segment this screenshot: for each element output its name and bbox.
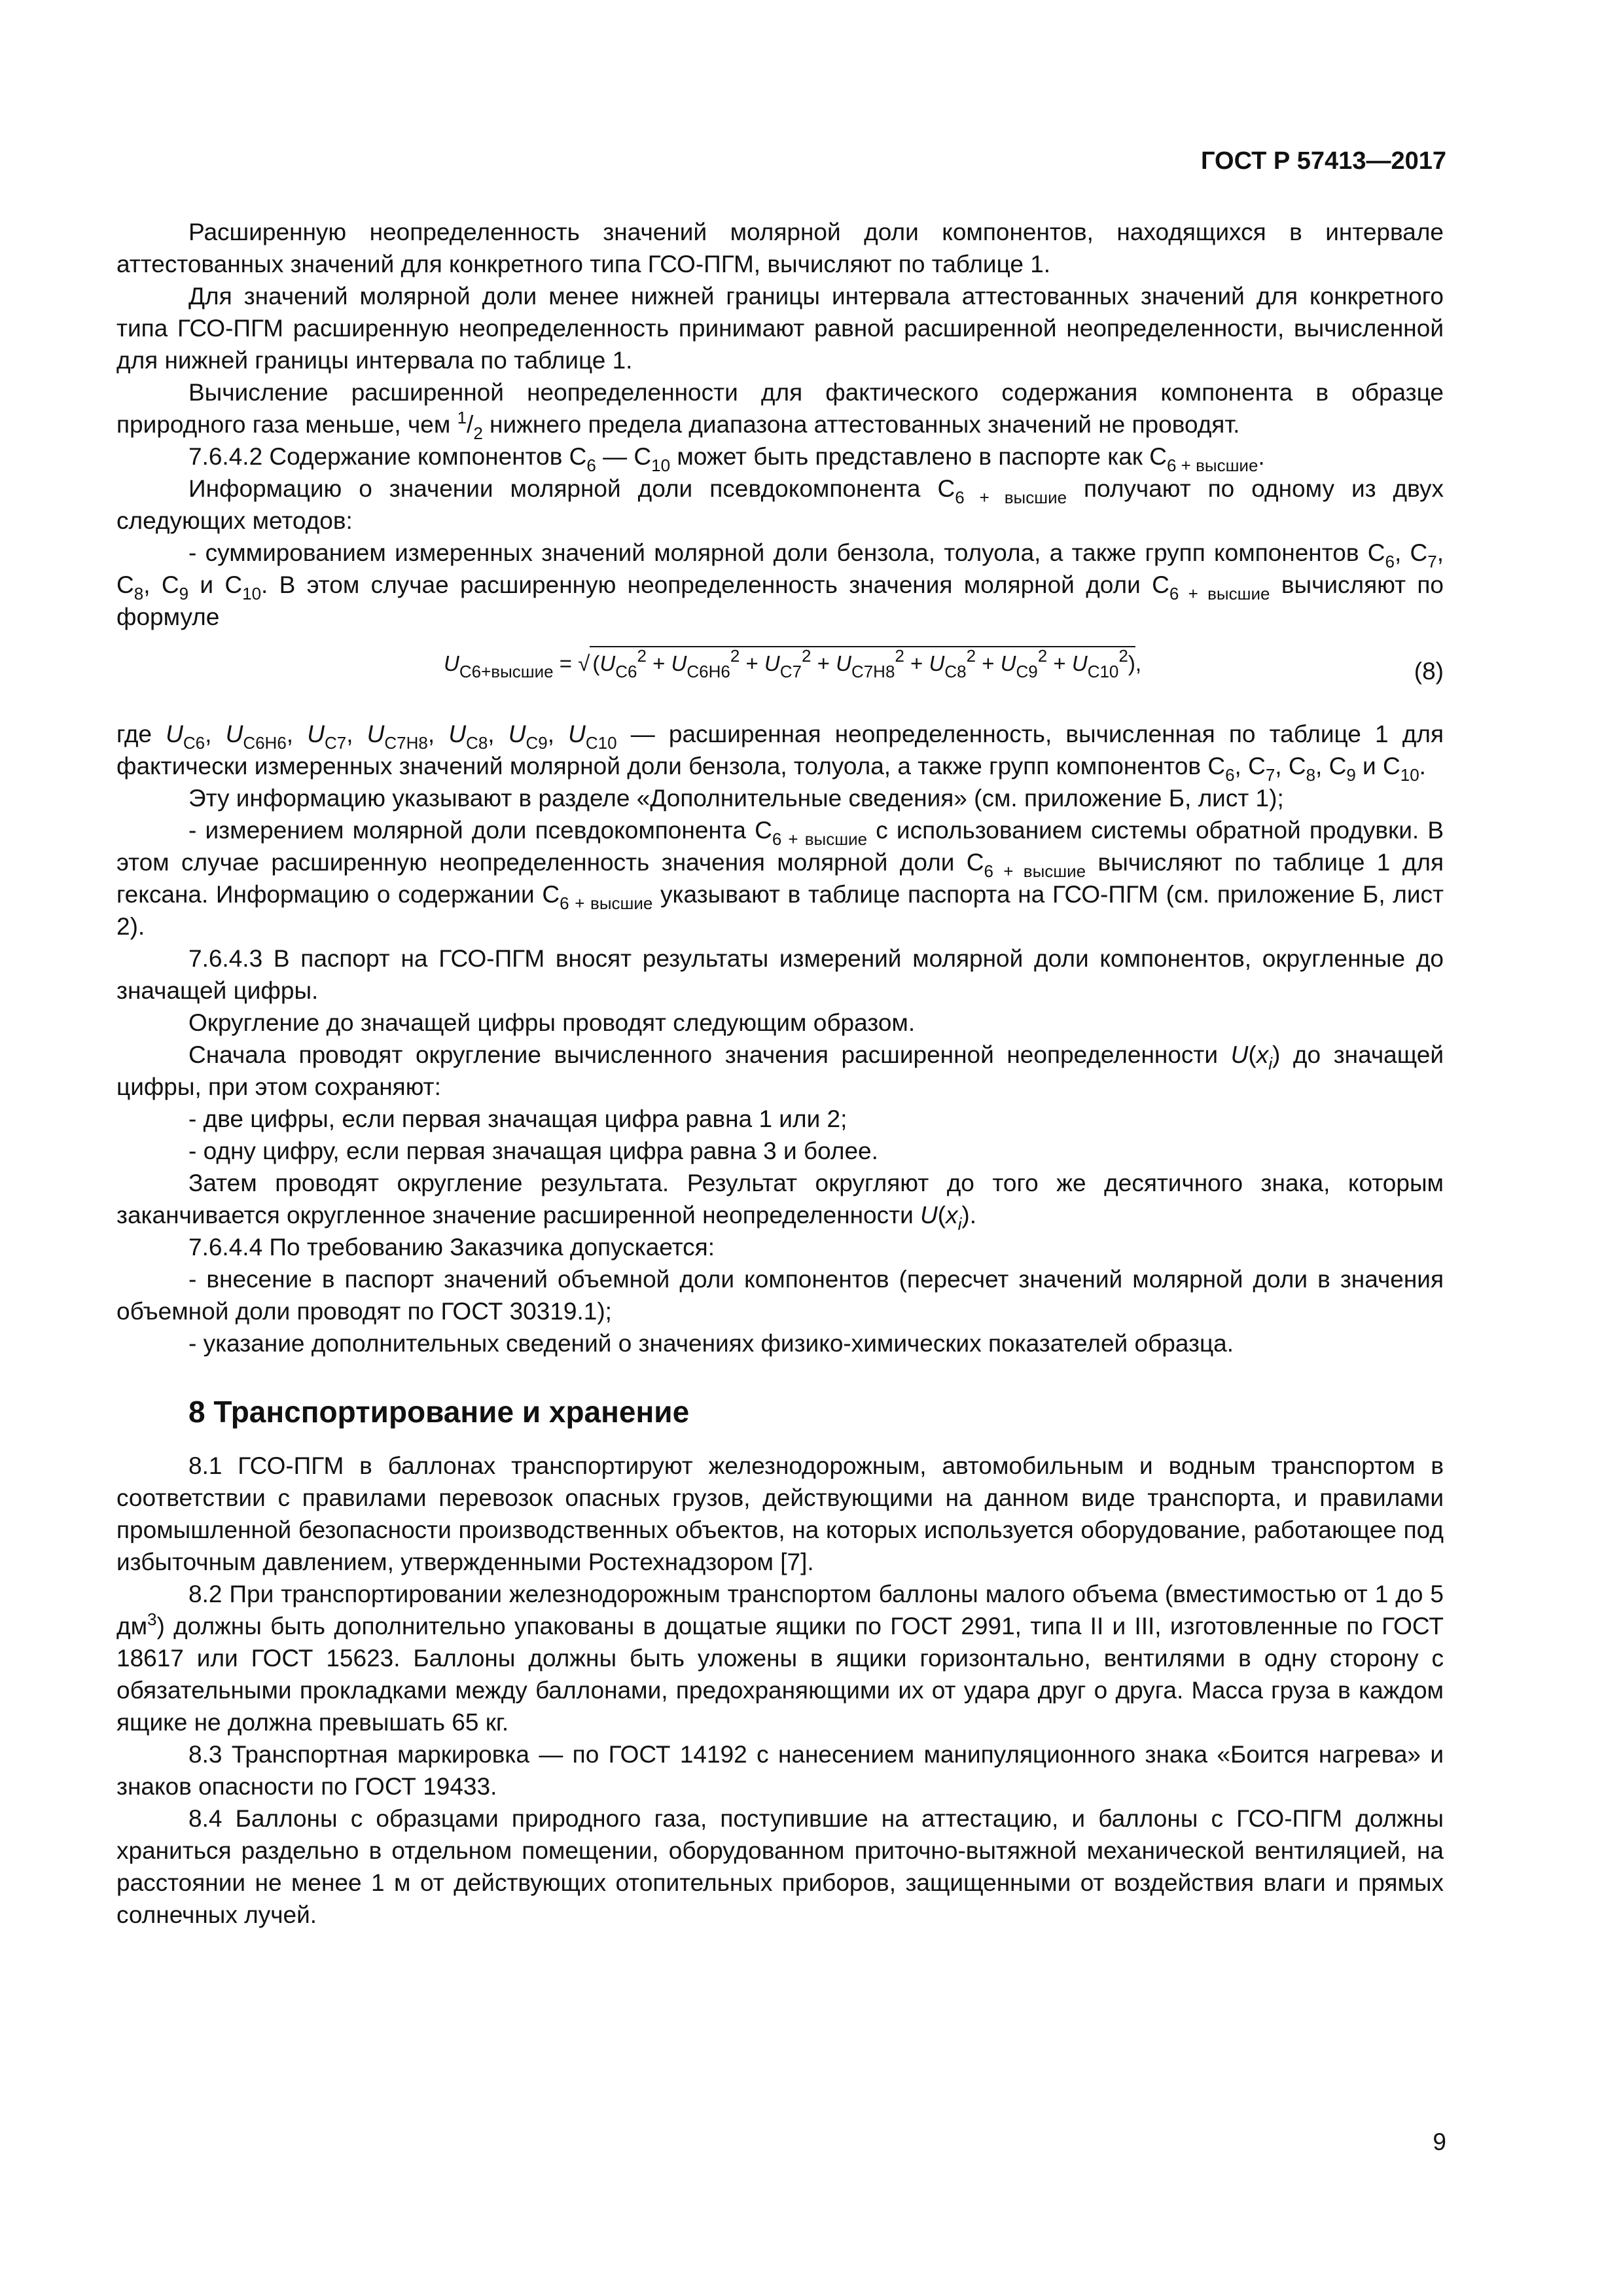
paragraph-8-2: 8.2 При транспортировании железнодорожным транспортом баллоны малого объема (вместимостью от 1 до 5 $дм^3$) должны быть дополнительно упакованы в дощатые ящики по ГОСТ 2991, типа II и III, изготовленные по ГОСТ 18617 или ГОСТ 15623. Баллоны должны быть уложены в ящики горизонтально, вентилями в одну сторону с обязательными прокладками между баллонами, предохраняющими их от удара друг о друга. Масса груза в каждом ящике не должна превышать 65 кг. [116,1581,1444,1736]
paragraph-8-3: 8.3 Транспортная маркировка — по ГОСТ 14192 с нанесением манипуляционного знака «Боится нагрева» и знаков опасности по ГОСТ 19433. [116,1741,1444,1800]
page-content [116,216,1444,1931]
list-item: - одну цифру, если первая значащая цифра равна 3 и более. [188,1138,878,1164]
list-item: - суммированием измеренных значений молярной доли бензола, толуола, а также групп компонентов $С_6$, $С_7$, $С_8$, $С_9$ и $С_{10}$. В этом случае расширенную неопределенность значения молярной доли $С_{6 + высшие}$ вычисляют по формуле [116,539,1444,630]
paragraph-7-6-4-2: 7.6.4.2 Содержание компонентов $С_6$ — $С_{10}$ может быть представлено в паспорте как $С_{6 + высшие}$. [188,443,1265,475]
paragraph: Округление до значащей цифры проводят следующим образом. [188,1009,916,1036]
paragraph: Сначала проводят округление вычисленного значения расширенной неопределенности $U(x_i)$ до значащей цифры, при этом сохраняют: [116,1041,1444,1100]
page-number: 9 [1433,2128,1446,2155]
paragraph-8-4: 8.4 Баллоны с образцами природного газа, поступившие на аттестацию, и баллоны с ГСО-ПГМ должны храниться раздельно в отдельном помещении, оборудованном приточно-вытяжной механической вентиляцией, на расстоянии не менее 1 м от действующих отопительных приборов, защищенными от воздействия влаги и прямых солнечных лучей. [116,1805,1444,1928]
paragraph: Затем проводят округление результата. Результат округляют до того же десятичного знака, которым заканчивается округленное значение расширенной неопределенности $U(x_i)$. [116,1170,1444,1234]
paragraph: Для значений молярной доли менее нижней границы интервала аттестованных значений для конкретного типа ГСО-ПГМ расширенную неопределенность принимают равной расширенной неопределенности, вычисленной для нижней границы интервала по таблице 1. [116,283,1444,374]
paragraph: Информацию о значении молярной доли псевдокомпонента $С_{6 + высшие}$ получают по одному из двух следующих методов: [116,475,1444,534]
paragraph-where: где $U_{C6}$, $U_{C6H6}$, $U_{C7}$, $U_{C7H8}$, $U_{C8}$, $U_{C9}$, $U_{C10}$ — расширенная неопределенность, вычисленная по таблице 1 для фактически измеренных значений молярной доли бензола, толуола, а также групп компонентов $С_6$, $С_7$, $С_8$, $С_9$ и $С_{10}$. [116,721,1444,785]
paragraph-7-6-4-3: 7.6.4.3 В паспорт на ГСО-ПГМ вносят результаты измерений молярной доли компонентов, округленные до значащей цифры. [116,945,1444,1004]
list-item: - внесение в паспорт значений объемной доли компонентов (пересчет значений молярной доли в значения объемной доли проводят по ГОСТ 30319.1); [116,1266,1444,1325]
paragraph-7-6-4-4: 7.6.4.4 По требованию Заказчика допускается: [188,1234,715,1261]
paragraph: Эту информацию указывают в разделе «Дополнительные сведения» (см. приложение Б, лист 1); [188,785,1284,812]
list-item: - две цифры, если первая значащая цифра равна 1 или 2; [188,1105,847,1132]
formula-expression: $U_{C6+высшие}$ = √ $(U_{C6}^2 + U_{C6H6}^2 + U_{C7}^2 + U_{C7H8}^2 + U_{C8}^2 + U_{C9}^2 + U_{C10}^2)$, [444,646,1142,681]
section-heading: 8 Транспортирование и хранение [188,1395,690,1429]
paragraph: Вычисление расширенной неопределенности для фактического содержания компонента в образце природного газа меньше, чем $^1/_2$ нижнего предела диапазона аттестованных значений не проводят. [116,379,1444,443]
formula-8 [116,633,1444,718]
paragraph: Расширенную неопределенность значений молярной доли компонентов, находящихся в интервале аттестованных значений для конкретного типа ГСО-ПГМ, вычисляют по таблице 1. [116,219,1444,278]
formula-number: (8) [1414,658,1444,685]
list-item: - указание дополнительных сведений о значениях физико-химических показателей образца. [188,1330,1234,1357]
paragraph-8-1: 8.1 ГСО-ПГМ в баллонах транспортируют железнодорожным, автомобильным и водным транспортом в соответствии с правилами перевозок опасных грузов, действующими на данном виде транспорта, и правилами промышленной безопасности производственных объектов, на которых используется оборудование, работающее под избыточным давлением, утвержденными Ростехнадзором [7]. [116,1452,1444,1575]
list-item: - измерением молярной доли псевдокомпонента $С_{6 + высшие}$ с использованием системы обратной продувки. В этом случае расширенную неопределенность значения молярной доли $С_{6 + высшие}$ вычисляют по таблице 1 для гексана. Информацию о содержании $С_{6 + высшие}$ указывают в таблице паспорта на ГСО-ПГМ (см. приложение Б, лист 2). [116,817,1444,940]
document-header: ГОСТ Р 57413—2017 [1201,147,1446,175]
